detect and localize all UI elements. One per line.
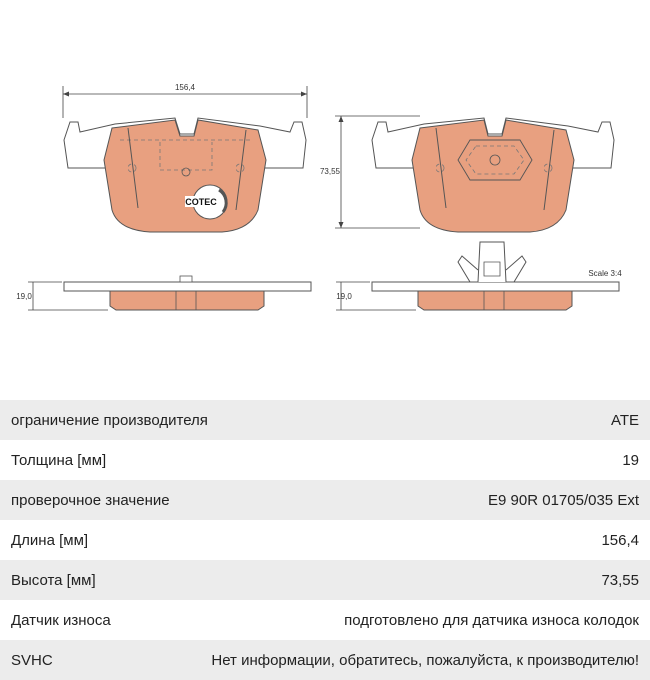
thickness-dimension-left-label: 19,0 xyxy=(16,292,32,301)
spec-row-test-mark xyxy=(0,480,650,520)
spec-value: 156,4 xyxy=(601,531,639,549)
spec-row-length xyxy=(0,520,650,560)
height-dimension-label: 73,55 xyxy=(319,167,341,176)
length-dimension-label: 156,4 xyxy=(174,83,196,92)
spec-row-wear-sensor xyxy=(0,600,650,640)
spec-value: 73,55 xyxy=(601,571,639,589)
retaining-spring xyxy=(458,242,526,282)
scale-label: Scale 3:4 xyxy=(588,269,622,278)
spec-label: Длина [мм] xyxy=(11,531,89,549)
right-pad-side-view xyxy=(336,242,622,310)
spec-row-height xyxy=(0,560,650,600)
spec-label: Толщина [мм] xyxy=(11,451,107,469)
spec-label: ограничение производителя xyxy=(11,411,208,429)
spec-row-thickness xyxy=(0,440,650,480)
spec-value: E9 90R 01705/035 Ext xyxy=(488,491,639,509)
right-pad-front-view xyxy=(372,118,614,232)
length-dimension xyxy=(63,83,307,118)
cotec-logo-text: COTEC xyxy=(185,197,217,207)
spec-row-manufacturer-restriction xyxy=(0,400,650,440)
left-pad-side-view xyxy=(16,276,311,310)
spec-label: Высота [мм] xyxy=(11,571,96,589)
spec-label: проверочное значение xyxy=(11,491,170,509)
spec-label: SVHC xyxy=(11,651,53,669)
spec-row-svhc xyxy=(0,640,650,680)
specifications-table xyxy=(0,400,650,680)
left-pad-front-view xyxy=(64,118,306,232)
spec-value: Нет информации, обратитесь, пожалуйста, к производителю! xyxy=(211,651,639,669)
thickness-dimension-right-label: 19,0 xyxy=(336,292,352,301)
spec-value: ATE xyxy=(610,411,639,429)
spec-value: 19 xyxy=(622,451,639,469)
spec-value: подготовлено для датчика износа колодок xyxy=(344,611,639,629)
spec-label: Датчик износа xyxy=(11,611,111,629)
